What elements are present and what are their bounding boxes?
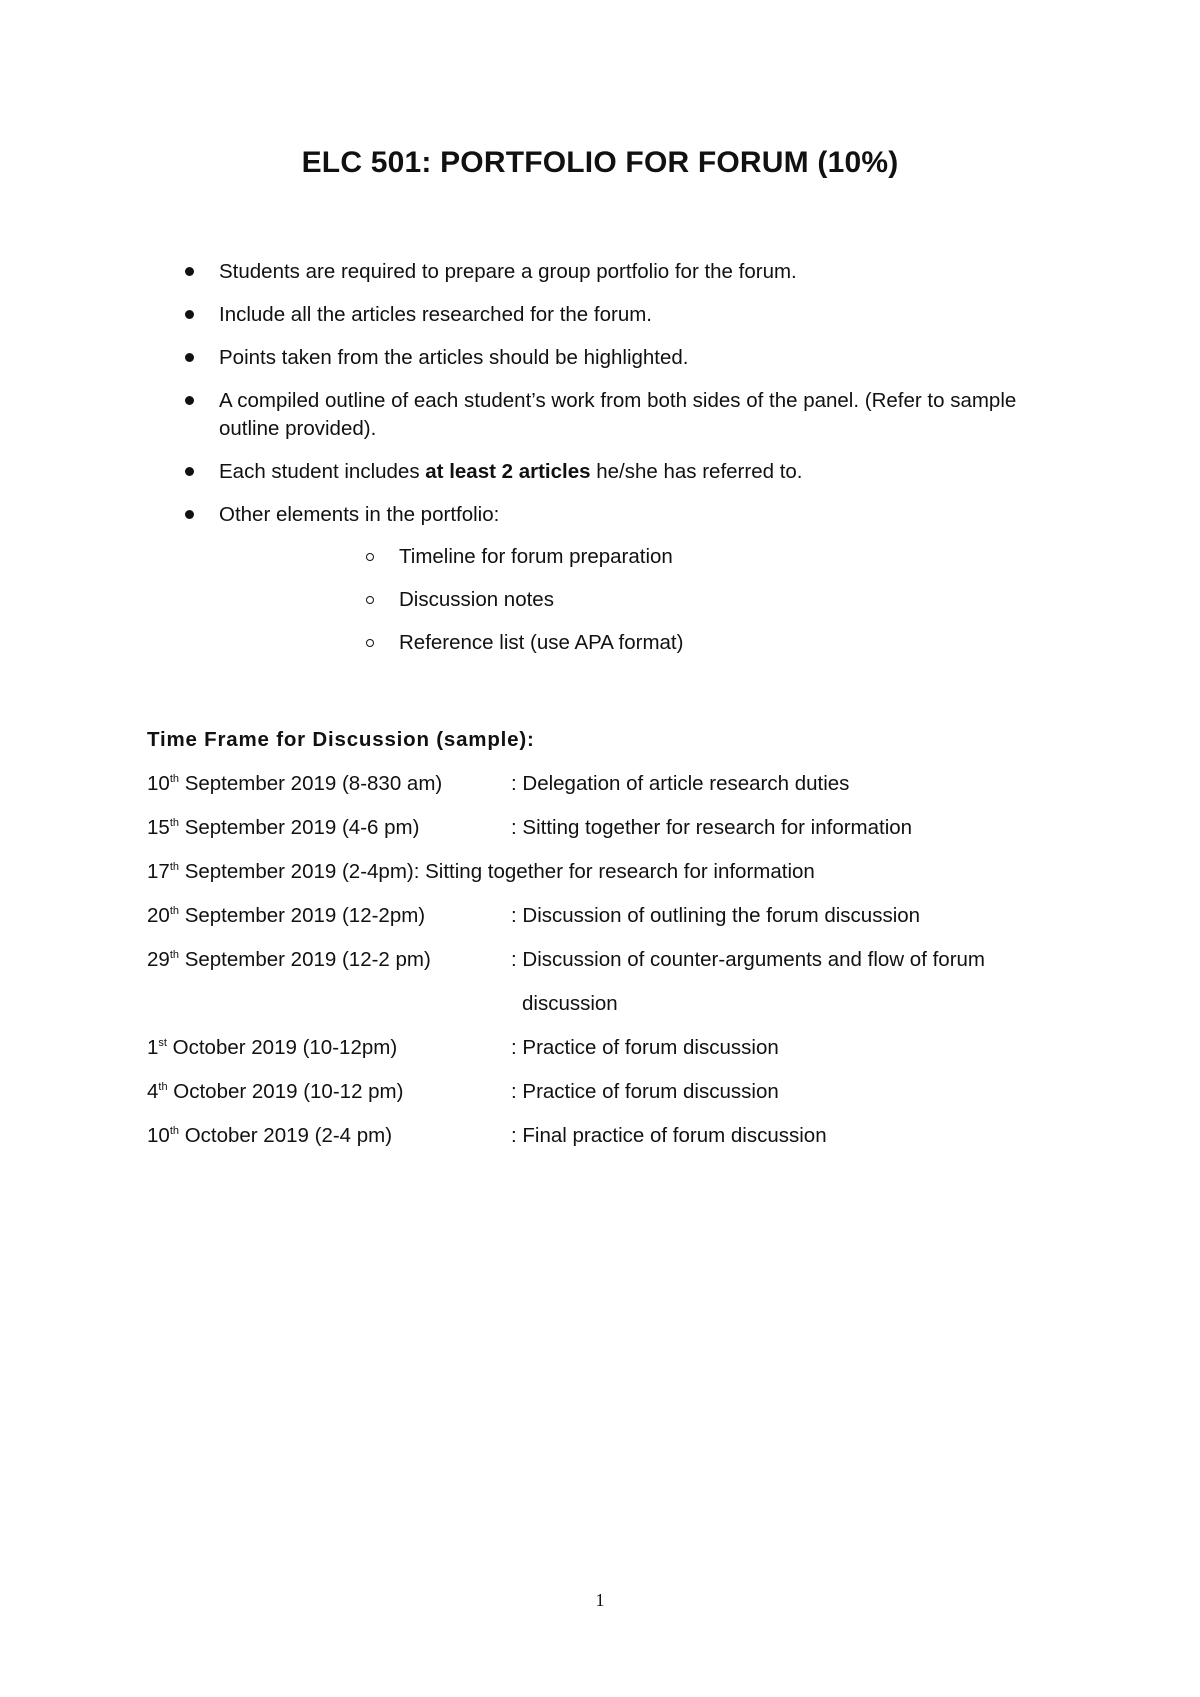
row-description-line: discussion [522, 992, 618, 1015]
sub-list-item-text: Timeline for forum preparation [399, 545, 673, 568]
row-date [147, 770, 442, 798]
list-item [185, 458, 1045, 486]
row-day-suffix: st [158, 1037, 167, 1049]
page-title: ELC 501: PORTFOLIO FOR FORUM (10%) [301, 146, 899, 179]
row-date-rest: September 2019 (4-6 pm) [179, 816, 420, 839]
row-day: 1 [147, 1036, 159, 1059]
list-item [185, 501, 1045, 657]
bullet-dot-icon [185, 396, 194, 405]
row-day-suffix: th [169, 905, 179, 917]
row-date [147, 1122, 392, 1150]
list-item-text: Other elements in the portfolio: [219, 503, 500, 526]
row-date [147, 902, 425, 930]
list-item [185, 387, 1045, 443]
list-item-text-before: Each student includes [219, 460, 426, 483]
row-day: 4 [147, 1080, 159, 1103]
row-day: 17 [147, 860, 170, 883]
time-frame-row [147, 1122, 1067, 1166]
time-frame-list [147, 770, 1067, 1166]
requirements-list [185, 258, 1045, 672]
row-date-rest: September 2019 (12-2 pm) [179, 948, 431, 971]
bullet-dot-icon [185, 467, 194, 476]
row-day: 10 [147, 772, 170, 795]
portfolio-elements-list [219, 543, 1045, 657]
row-date-rest: October 2019 (2-4 pm) [179, 1124, 393, 1147]
row-date [147, 946, 431, 974]
bullet-dot-icon [185, 310, 194, 319]
bullet-dot-icon [185, 353, 194, 362]
row-description: : Final practice of forum discussion [511, 1124, 827, 1147]
list-item-text: Points taken from the articles should be highlighted. [219, 346, 689, 369]
row-day-suffix: th [158, 1081, 168, 1093]
row-day: 10 [147, 1124, 170, 1147]
row-date-rest: September 2019 (8-830 am) [179, 772, 443, 795]
sub-list-item-text: Reference list (use APA format) [399, 631, 684, 654]
list-item-text: Students are required to prepare a group portfolio for the forum. [219, 260, 797, 283]
sub-list-item [219, 543, 1045, 571]
list-item-emphasis: at least 2 articles [425, 460, 591, 483]
time-frame-row [147, 946, 1067, 1034]
bullet-dot-icon [185, 510, 194, 519]
list-item-text-after: he/she has referred to. [590, 460, 803, 483]
row-date [147, 1078, 403, 1106]
sub-list-item [219, 586, 1045, 614]
row-description: : Sitting together for research for information [511, 816, 913, 839]
hollow-bullet-icon [366, 596, 374, 604]
bullet-dot-icon [185, 267, 194, 276]
page-number: 1 [595, 1590, 605, 1610]
row-description: : Discussion of outlining the forum discussion [511, 904, 921, 927]
hollow-bullet-icon [366, 553, 374, 561]
row-date-rest: September 2019 (2-4pm) [179, 860, 414, 883]
list-item-text: Include all the articles researched for the forum. [219, 303, 652, 326]
sub-list-item-text: Discussion notes [399, 588, 554, 611]
time-frame-row [147, 814, 1067, 858]
hollow-bullet-icon [366, 639, 374, 647]
row-day: 29 [147, 948, 170, 971]
row-date [147, 1034, 397, 1062]
row-day-suffix: th [169, 861, 179, 873]
list-item [185, 258, 1045, 286]
list-item [185, 301, 1045, 329]
row-date [147, 860, 414, 883]
row-description-line: : Discussion of counter-arguments and flow of forum [511, 948, 985, 971]
list-item [185, 344, 1045, 372]
row-date-rest: September 2019 (12-2pm) [179, 904, 426, 927]
row-day-suffix: th [169, 817, 179, 829]
time-frame-heading: Time Frame for Discussion (sample): [147, 728, 535, 751]
row-description: : Delegation of article research duties [511, 772, 850, 795]
row-date [147, 814, 419, 842]
list-item-text: A compiled outline of each student’s work from both sides of the panel. (Refer to sample outline provided). [219, 389, 1017, 440]
row-description: : Practice of forum discussion [511, 1036, 779, 1059]
row-date-rest: October 2019 (10-12 pm) [167, 1080, 404, 1103]
row-description [511, 938, 1051, 1026]
row-day-suffix: th [169, 949, 179, 961]
row-date-rest: October 2019 (10-12pm) [166, 1036, 398, 1059]
row-day: 15 [147, 816, 170, 839]
row-day-suffix: th [169, 773, 179, 785]
row-day: 20 [147, 904, 170, 927]
sub-list-item [219, 629, 1045, 657]
row-description: : Sitting together for research for information [413, 860, 815, 883]
row-description: : Practice of forum discussion [511, 1080, 779, 1103]
row-day-suffix: th [169, 1125, 179, 1137]
